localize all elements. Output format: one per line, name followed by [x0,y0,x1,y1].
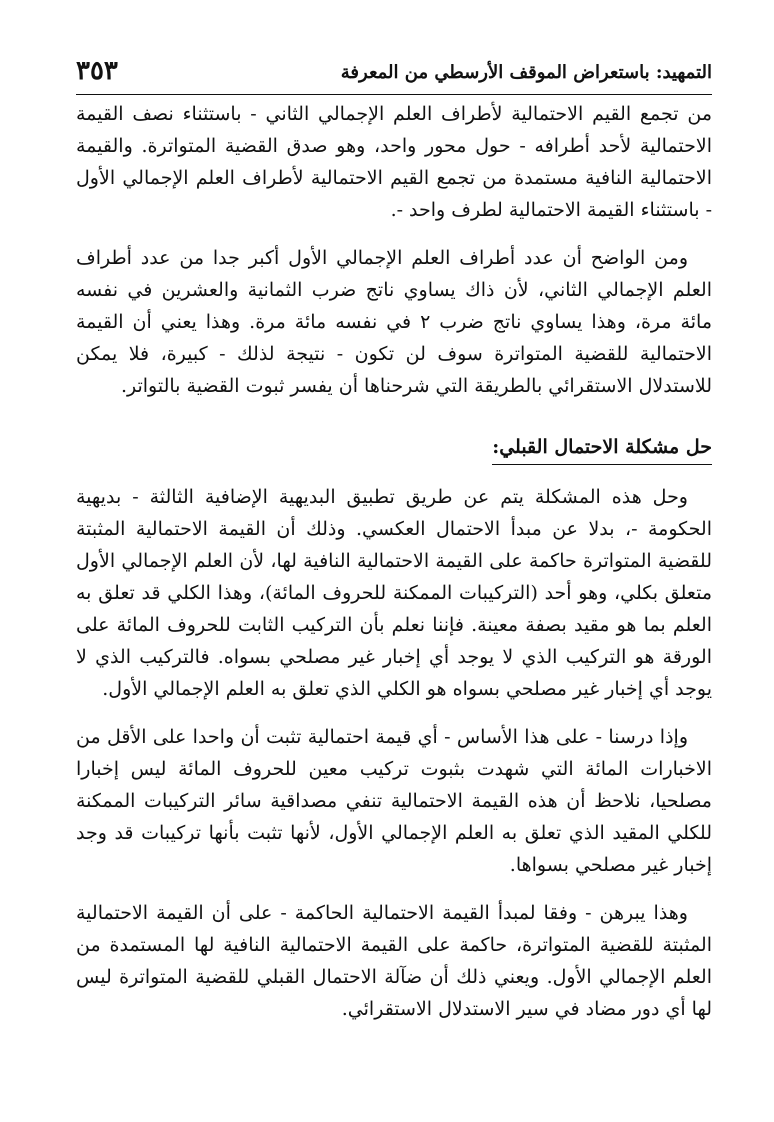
section-heading-wrap [76,418,712,481]
page-body [76,98,712,1041]
page-number: ٣٥٣ [76,56,118,86]
paragraph-1: من تجمع القيم الاحتمالية لأطراف العلم الإجمالي الثاني - باستثناء نصف القيمة الاحتمالية لأحد أطرافه - حول محور واحد، وهو صدق القضية المتواترة. والقيمة الاحتمالية النافية مستمدة من تجمع القيم الاحتمالية لأطراف العلم الإجمالي الأول - باستثناء القيمة الاحتمالية لطرف واحد -. [76,103,712,221]
paragraph-2: ومن الواضح أن عدد أطراف العلم الإجمالي الأول أكبر جدا من عدد أطراف العلم الإجمالي الثاني، لأن ذاك يساوي ناتج ضرب الثمانية والعشرين في نفسه مائة مرة، وهذا يساوي ناتج ضرب ٢ في نفسه مائة مرة. وهذا يعني أن القيمة الاحتمالية للقضية المتواترة سوف لن تكون - نتيجة لذلك - كبيرة، فلا يمكن للاستدلال الاستقرائي بالطريقة التي شرحناها أن يفسر ثبوت القضية بالتواتر. [76,247,712,397]
paragraph-4: وإذا درسنا - على هذا الأساس - أي قيمة احتمالية تثبت أن واحدا على الأقل من الاخبارات المائة التي شهدت بثبوت تركيب معين للحروف المائة ليس إخبارا مصلحيا، نلاحظ أن هذه القيمة الاحتمالية تنفي مصداقية سائر التركيبات الممكنة للكلي المقيد الذي تعلق به العلم الإجمالي الأول، لأنها تثبت بأنها تركيبات قد وجد إخبار غير مصلحي بسواها. [76,726,712,876]
header-divider [76,94,712,95]
running-title: التمهيد: باستعراض الموقف الأرسطي من المعرفة [340,62,712,83]
paragraph-3: وحل هذه المشكلة يتم عن طريق تطبيق البديهية الإضافية الثالثة - بديهية الحكومة -، بدلا عن مبدأ الاحتمال العكسي. وذلك أن القيمة الاحتمالية المثبتة للقضية المتواترة حاكمة على القيمة الاحتمالية النافية لها، لأن العلم الإجمالي الأول متعلق بكلي، وهو أحد (التركيبات الممكنة للحروف المائة)، وهذا الكلي قد تعلق به العلم بما هو مقيد بصفة معينة. فإننا نعلم بأن التركيب الثابت للحروف المائة على الورقة هو التركيب الذي لا يوجد أي إخبار غير مصلحي بسواه. فالتركيب الذي لا يوجد أي إخبار غير مصلحي بسواه هو الكلي الذي تعلق به العلم الإجمالي الأول. [76,486,712,700]
paragraph-5: وهذا يبرهن - وفقا لمبدأ القيمة الاحتمالية الحاكمة - على أن القيمة الاحتمالية المثبتة للقضية المتواترة، حاكمة على القيمة الاحتمالية النافية لها المستمدة من العلم الإجمالي الأول. ويعني ذلك أن ضآلة الاحتمال القبلي للقضية المتواترة ليس لها أي دور مضاد في سير الاستدلال الاستقرائي. [76,902,712,1020]
section-heading: حل مشكلة الاحتمال القبلي: [492,432,712,465]
page-header [76,48,712,92]
